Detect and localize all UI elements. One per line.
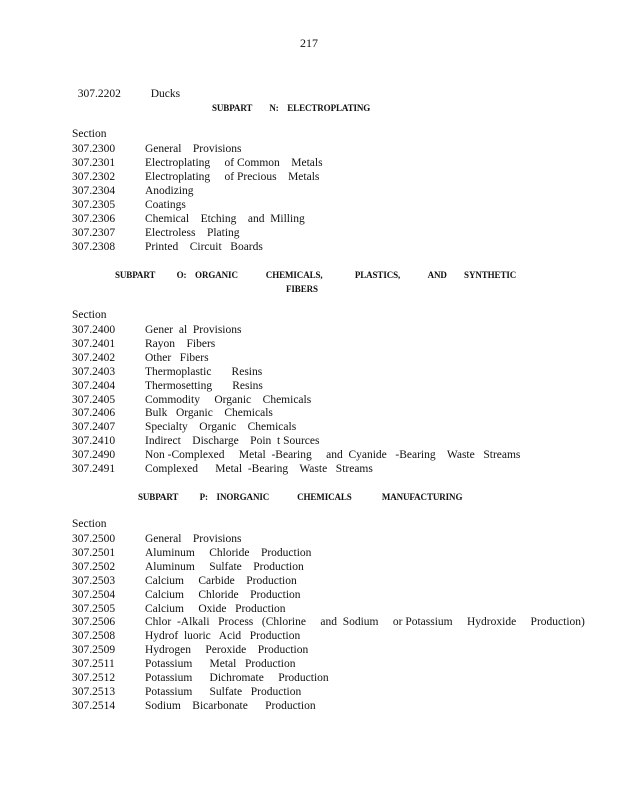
- section-title: Rayon Fibers: [145, 337, 216, 350]
- list-item: [72, 351, 209, 365]
- section-title: Bulk Organic Chemicals: [145, 407, 273, 420]
- section-title: Potassium Sulfate Production: [145, 685, 302, 698]
- list-item: [72, 142, 241, 156]
- section-title: Complexed Metal -Bearing Waste Streams: [145, 463, 373, 475]
- section-number: 307.2407: [72, 421, 116, 434]
- section-label: Section: [72, 309, 107, 321]
- section-number: 307.2400: [72, 324, 116, 336]
- section-number: 307.2305: [72, 199, 116, 211]
- list-item: [72, 240, 263, 254]
- list-item: [72, 643, 308, 657]
- section-number: 307.2504: [72, 588, 116, 601]
- list-item: [72, 560, 304, 574]
- section-title: Potassium Dichromate Production: [145, 672, 329, 684]
- list-item: [72, 379, 263, 393]
- list-item: [72, 406, 273, 420]
- section-label: Section: [72, 518, 107, 530]
- section-number: 307.2502: [72, 560, 116, 573]
- section-title: Hydrof luoric Acid Production: [145, 630, 301, 643]
- section-number: 307.2501: [72, 546, 116, 559]
- section-number: 307.2306: [72, 213, 116, 225]
- list-item: [72, 629, 300, 643]
- section-title: Chemical Etching and Milling: [145, 213, 305, 225]
- list-item: [72, 588, 301, 602]
- section-title: Anodizing: [145, 185, 194, 197]
- section-title: Other Fibers: [145, 351, 209, 364]
- section-number: 307.2404: [72, 379, 116, 392]
- section-number: 307.2300: [72, 143, 116, 155]
- subpart-o-heading-line2: FIBERS: [286, 284, 318, 294]
- section-title: Thermoplastic Resins: [145, 365, 263, 378]
- section-title: General Provisions: [145, 533, 242, 545]
- section-number: 307.2403: [72, 365, 116, 378]
- list-item: [72, 671, 329, 685]
- list-item: [72, 156, 323, 170]
- section-number: 307.2202: [77, 88, 121, 100]
- section-number: 307.2406: [72, 407, 116, 420]
- section-title: Chlor -Alkali Process (Chlorine and Sodium or Potassium Hydroxide Production): [145, 616, 585, 629]
- list-item: [72, 685, 301, 699]
- section-title: Calcium Oxide Production: [145, 602, 286, 615]
- section-number: 307.2410: [72, 435, 116, 448]
- section-title: Thermosetting Resins: [145, 379, 263, 392]
- section-title: Indirect Discharge Poin t Sources: [145, 435, 320, 448]
- list-item: [72, 657, 295, 671]
- section-number: 307.2491: [72, 463, 116, 475]
- list-item: [72, 337, 215, 351]
- list-item: [72, 393, 311, 407]
- section-title: Gener al Provisions: [145, 324, 242, 336]
- section-number: 307.2508: [72, 630, 116, 643]
- list-item: [72, 574, 297, 588]
- section-title: Specialty Organic Chemicals: [145, 421, 297, 434]
- list-item: [72, 546, 311, 560]
- section-title: Aluminum Sulfate Production: [145, 560, 304, 573]
- section-number: 307.2490: [72, 449, 116, 462]
- list-item: [72, 462, 373, 476]
- section-label: Section: [72, 128, 107, 140]
- section-number: 307.2401: [72, 337, 116, 350]
- section-number: 307.2304: [72, 185, 116, 197]
- list-item: [72, 212, 305, 226]
- list-item: [72, 170, 319, 184]
- section-number: 307.2405: [72, 393, 116, 406]
- section-number: 307.2308: [72, 241, 116, 253]
- section-title: Electroplating of Common Metals: [145, 157, 323, 169]
- section-number: 307.2511: [72, 658, 115, 671]
- list-item: [72, 198, 186, 212]
- section-title: Printed Circuit Boards: [145, 241, 263, 253]
- subpart-p-heading: SUBPART P: INORGANIC CHEMICALS MANUFACTURING: [138, 492, 463, 502]
- list-item: [72, 226, 240, 240]
- section-title: Calcium Chloride Production: [145, 588, 301, 601]
- subpart-n-heading: SUBPART N: ELECTROPLATING: [212, 103, 371, 113]
- section-title: Sodium Bicarbonate Production: [145, 699, 316, 712]
- section-title: Electroplating of Precious Metals: [145, 171, 320, 183]
- list-item: [72, 448, 520, 462]
- section-title: Ducks: [150, 88, 181, 100]
- section-title: Calcium Carbide Production: [145, 574, 297, 587]
- section-title: General Provisions: [145, 143, 242, 155]
- list-item: [72, 184, 194, 198]
- section-number: 307.2509: [72, 644, 116, 657]
- section-title: Electroless Plating: [145, 227, 240, 239]
- section-number: 307.2301: [72, 157, 116, 169]
- section-number: 307.2302: [72, 171, 116, 183]
- section-number: 307.2307: [72, 227, 116, 239]
- list-item: [72, 365, 262, 379]
- section-number: 307.2513: [72, 685, 116, 698]
- section-title: Aluminum Chloride Production: [145, 546, 312, 559]
- list-item: [72, 615, 585, 629]
- section-number: 307.2505: [72, 602, 116, 615]
- page-number: 217: [300, 36, 318, 50]
- section-title: Commodity Organic Chemicals: [145, 393, 312, 406]
- section-title: Coatings: [145, 199, 186, 211]
- section-number: 307.2503: [72, 574, 116, 587]
- section-title: Non -Complexed Metal -Bearing and Cyanide -Bearing Waste Streams: [145, 449, 521, 462]
- section-title: Potassium Metal Production: [145, 658, 296, 671]
- top-entry: [72, 73, 180, 101]
- list-item: [72, 434, 320, 448]
- section-number: 307.2514: [72, 699, 116, 712]
- section-number: 307.2506: [72, 616, 116, 629]
- list-item: [72, 323, 241, 337]
- list-item: [72, 420, 296, 434]
- subpart-o-heading: SUBPART O: ORGANIC CHEMICALS, PLASTICS, AND SYNTHETIC: [115, 270, 517, 280]
- section-number: 307.2500: [72, 533, 116, 545]
- section-title: Hydrogen Peroxide Production: [145, 644, 309, 657]
- list-item: [72, 699, 316, 713]
- list-item: [72, 602, 286, 616]
- list-item: [72, 532, 241, 546]
- section-number: 307.2402: [72, 351, 116, 364]
- section-number: 307.2512: [72, 672, 116, 684]
